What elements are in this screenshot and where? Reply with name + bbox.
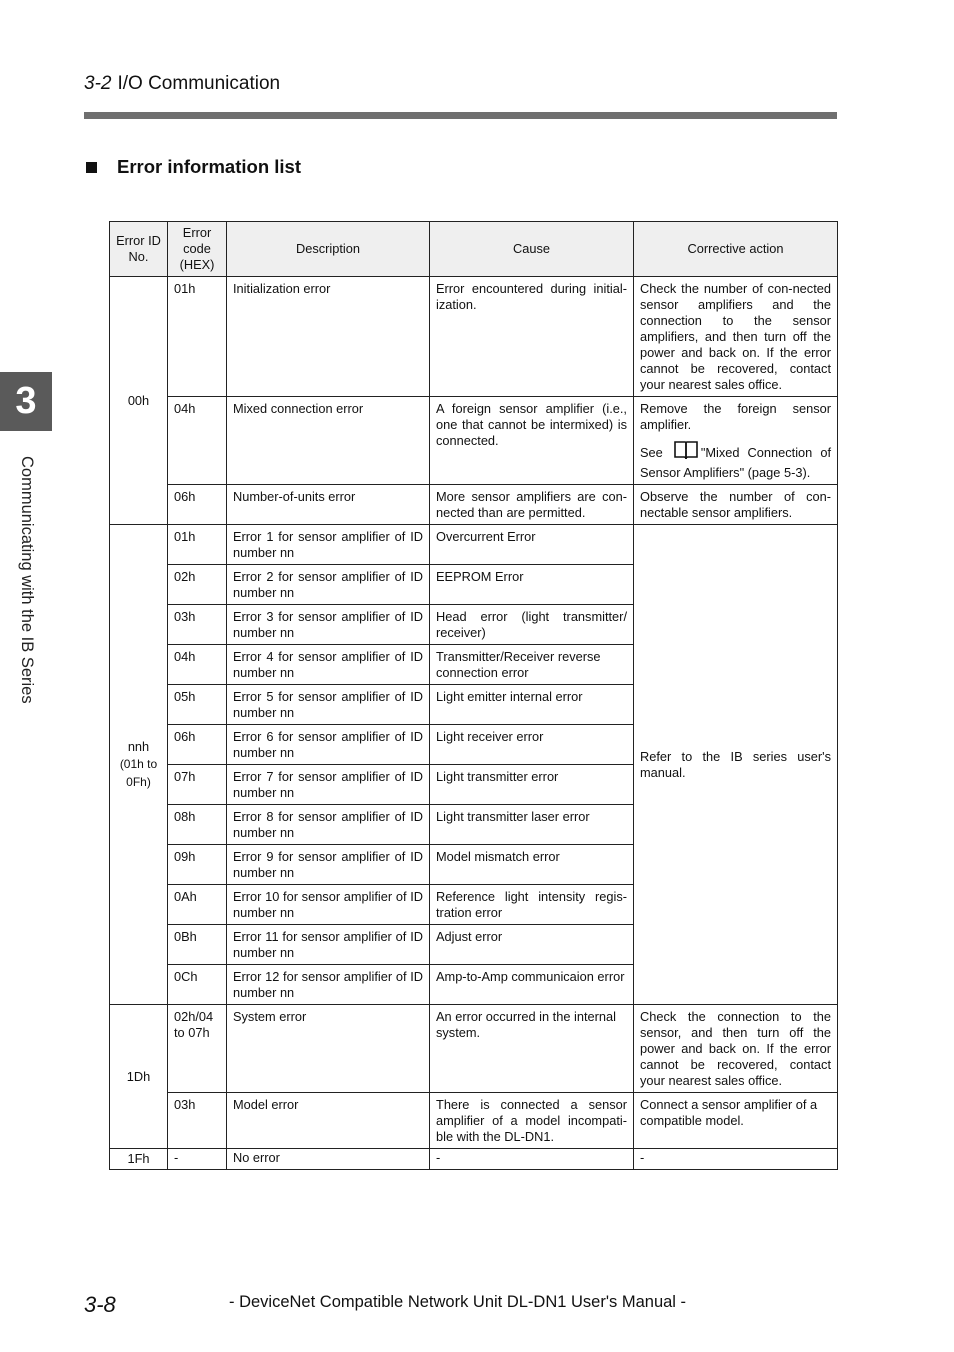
action-cell	[634, 397, 838, 485]
error-code-cell: 03h	[168, 605, 227, 645]
error-code-cell: 0Ch	[168, 965, 227, 1005]
action-cell: -	[634, 1149, 838, 1170]
description-cell: Error 12 for sensor amplifier of ID number nn	[227, 965, 430, 1005]
error-code-cell: 0Bh	[168, 925, 227, 965]
action-cell: Connect a sensor amplifier of a compatible model.	[634, 1093, 838, 1149]
cause-cell: Transmitter/Receiver reverse connection error	[430, 645, 634, 685]
description-cell: Error 5 for sensor amplifier of ID number nn	[227, 685, 430, 725]
cause-cell: EEPROM Error	[430, 565, 634, 605]
description-cell: Initialization error	[227, 277, 430, 397]
action-cell: Check the number of con-nected sensor amplifiers and the connection to the sensor amplifiers, and then turn off the power and back on. If the error cannot be recovered, contact your nearest sales office.	[634, 277, 838, 397]
cause-cell: -	[430, 1149, 634, 1170]
action-reference	[640, 439, 831, 481]
cause-cell: Head error (light transmitter/ receiver)	[430, 605, 634, 645]
table-row	[110, 1093, 838, 1149]
cause-cell: Light receiver error	[430, 725, 634, 765]
header-rule	[84, 112, 837, 119]
description-cell: Error 3 for sensor amplifier of ID number nn	[227, 605, 430, 645]
error-id-nnh: nnh	[127, 739, 150, 754]
action-text: Remove the foreign sensor amplifier.	[640, 401, 831, 432]
cause-cell: There is connected a sensor amplifier of a model incompati-ble with the DL-DN1.	[430, 1093, 634, 1149]
description-cell: Number-of-units error	[227, 485, 430, 525]
see-label: See	[640, 445, 663, 460]
header-error-code: Error code (HEX)	[168, 222, 227, 277]
cause-cell: Amp-to-Amp communicaion error	[430, 965, 634, 1005]
error-code-cell: 06h	[168, 725, 227, 765]
description-cell: Error 1 for sensor amplifier of ID number nn	[227, 525, 430, 565]
description-cell: Error 11 for sensor amplifier of ID number nn	[227, 925, 430, 965]
section-name: I/O Communication	[117, 73, 281, 94]
cause-cell: Overcurrent Error	[430, 525, 634, 565]
description-cell: Mixed connection error	[227, 397, 430, 485]
action-cell: Refer to the IB series user's manual.	[634, 525, 838, 1005]
cause-cell: More sensor amplifiers are con-nected than are permitted.	[430, 485, 634, 525]
error-code-cell: 02h/04 to 07h	[168, 1005, 227, 1093]
page-title-text: Error information list	[117, 156, 301, 177]
cause-cell: Adjust error	[430, 925, 634, 965]
error-id-range: (01h to 0Fh)	[119, 757, 158, 789]
cause-cell: Light transmitter laser error	[430, 805, 634, 845]
description-cell: Error 10 for sensor amplifier of ID number nn	[227, 885, 430, 925]
square-bullet-icon	[86, 162, 97, 173]
error-code-cell: 04h	[168, 645, 227, 685]
book-icon	[673, 439, 699, 465]
error-id-cell: 1Dh	[110, 1005, 168, 1149]
manual-title: - DeviceNet Compatible Network Unit DL-DN1 User's Manual -	[229, 1293, 687, 1311]
error-code-cell: 05h	[168, 685, 227, 725]
description-cell: Error 9 for sensor amplifier of ID number nn	[227, 845, 430, 885]
table-row	[110, 397, 838, 485]
page-number: 3-8	[84, 1292, 116, 1317]
action-cell: Observe the number of con-nectable sensor amplifiers.	[634, 485, 838, 525]
description-cell: Error 7 for sensor amplifier of ID number nn	[227, 765, 430, 805]
cause-cell: A foreign sensor amplifier (i.e., one that cannot be intermixed) is connected.	[430, 397, 634, 485]
chapter-tab: 3	[0, 372, 52, 431]
error-code-cell: 03h	[168, 1093, 227, 1149]
table-row	[110, 525, 838, 565]
description-cell: Error 8 for sensor amplifier of ID number nn	[227, 805, 430, 845]
error-id-cell	[110, 525, 168, 1005]
error-id-cell: 00h	[110, 277, 168, 525]
cause-cell: An error occurred in the internal system.	[430, 1005, 634, 1093]
description-cell: Error 6 for sensor amplifier of ID number nn	[227, 725, 430, 765]
table-header-row	[110, 222, 838, 277]
cause-cell: Light transmitter error	[430, 765, 634, 805]
description-cell: No error	[227, 1149, 430, 1170]
cause-cell: Light emitter internal error	[430, 685, 634, 725]
error-code-cell: 09h	[168, 845, 227, 885]
action-cell: Check the connection to the sensor, and then turn off the power and back on. If the error cannot be recovered, contact your nearest sales office.	[634, 1005, 838, 1093]
error-code-cell: 08h	[168, 805, 227, 845]
table-row	[110, 1149, 838, 1170]
error-code-cell: 01h	[168, 277, 227, 397]
description-cell: Error 4 for sensor amplifier of ID number nn	[227, 645, 430, 685]
description-cell: Error 2 for sensor amplifier of ID number nn	[227, 565, 430, 605]
header-error-id: Error ID No.	[110, 222, 168, 277]
error-code-cell: 07h	[168, 765, 227, 805]
error-code-cell: 0Ah	[168, 885, 227, 925]
section-header	[84, 73, 280, 95]
table-row	[110, 1005, 838, 1093]
error-code-cell: 04h	[168, 397, 227, 485]
header-cause: Cause	[430, 222, 634, 277]
error-id-cell: 1Fh	[110, 1149, 168, 1170]
description-cell: Model error	[227, 1093, 430, 1149]
cause-cell: Error encountered during initial-ization.	[430, 277, 634, 397]
description-cell: System error	[227, 1005, 430, 1093]
header-corrective-action: Corrective action	[634, 222, 838, 277]
section-number: 3-2	[84, 73, 112, 94]
page-title	[86, 156, 301, 178]
error-code-cell: -	[168, 1149, 227, 1170]
cause-cell: Model mismatch error	[430, 845, 634, 885]
header-description: Description	[227, 222, 430, 277]
side-chapter-label: Communicating with the IB Series	[18, 456, 36, 704]
table-row	[110, 485, 838, 525]
error-code-cell: 02h	[168, 565, 227, 605]
error-code-cell: 06h	[168, 485, 227, 525]
cause-cell: Reference light intensity regis-tration error	[430, 885, 634, 925]
table-row	[110, 277, 838, 397]
error-information-table	[109, 221, 838, 1170]
reference-text: "Mixed Connection of Sensor Amplifiers" (page 5-3).	[640, 445, 831, 480]
error-code-cell: 01h	[168, 525, 227, 565]
